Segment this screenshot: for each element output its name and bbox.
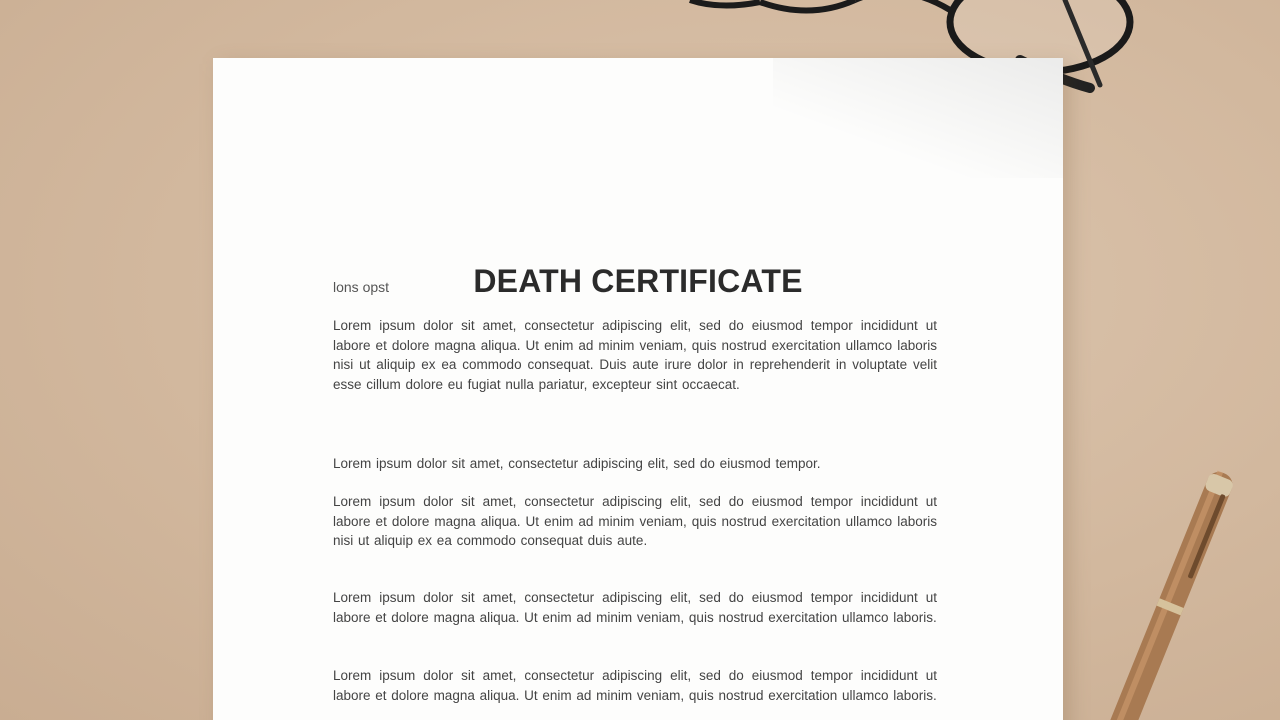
paragraph-5: Lorem ipsum dolor sit amet, consectetur adipiscing elit, sed do eiusmod tempor incididunt ut labore et dolore magna aliqua. Ut enim ad minim veniam, quis nostrud exercitation ullamco laboris. xyxy=(333,668,937,703)
paragraph-2: Lorem ipsum dolor sit amet, consectetur adipiscing elit, sed do eiusmod tempor. xyxy=(333,456,821,471)
pen-body xyxy=(1100,468,1236,720)
paragraph-1: Lorem ipsum dolor sit amet, consectetur adipiscing elit, sed do eiusmod tempor incididunt ut labore et dolore magna aliqua. Ut enim ad minim veniam, quis nostrud exercitation ullamco laboris nisi ut aliquip ex ea commodo consequat. Duis aute irure dolor in reprehenderit in voluptate velit esse cillum dolore eu fugiat nulla pariatur, excepteur sint occaecat. xyxy=(333,318,937,392)
document-title: DEATH CERTIFICATE xyxy=(473,263,803,299)
pen xyxy=(1060,460,1260,720)
paper-glare xyxy=(773,58,1063,178)
document-sheet xyxy=(213,58,1063,720)
document-subheading: lons opst xyxy=(333,279,390,295)
paragraph-3: Lorem ipsum dolor sit amet, consectetur adipiscing elit, sed do eiusmod tempor incididunt ut labore et dolore magna aliqua. Ut enim ad minim veniam, quis nostrud exercitation ullamco laboris nisi ut aliquip ex ea commodo consequat duis aute. xyxy=(333,494,937,549)
paragraph-4: Lorem ipsum dolor sit amet, consectetur adipiscing elit, sed do eiusmod tempor incididunt ut labore et dolore magna aliqua. Ut enim ad minim veniam, quis nostrud exercitation ullamco laboris. xyxy=(333,590,937,625)
